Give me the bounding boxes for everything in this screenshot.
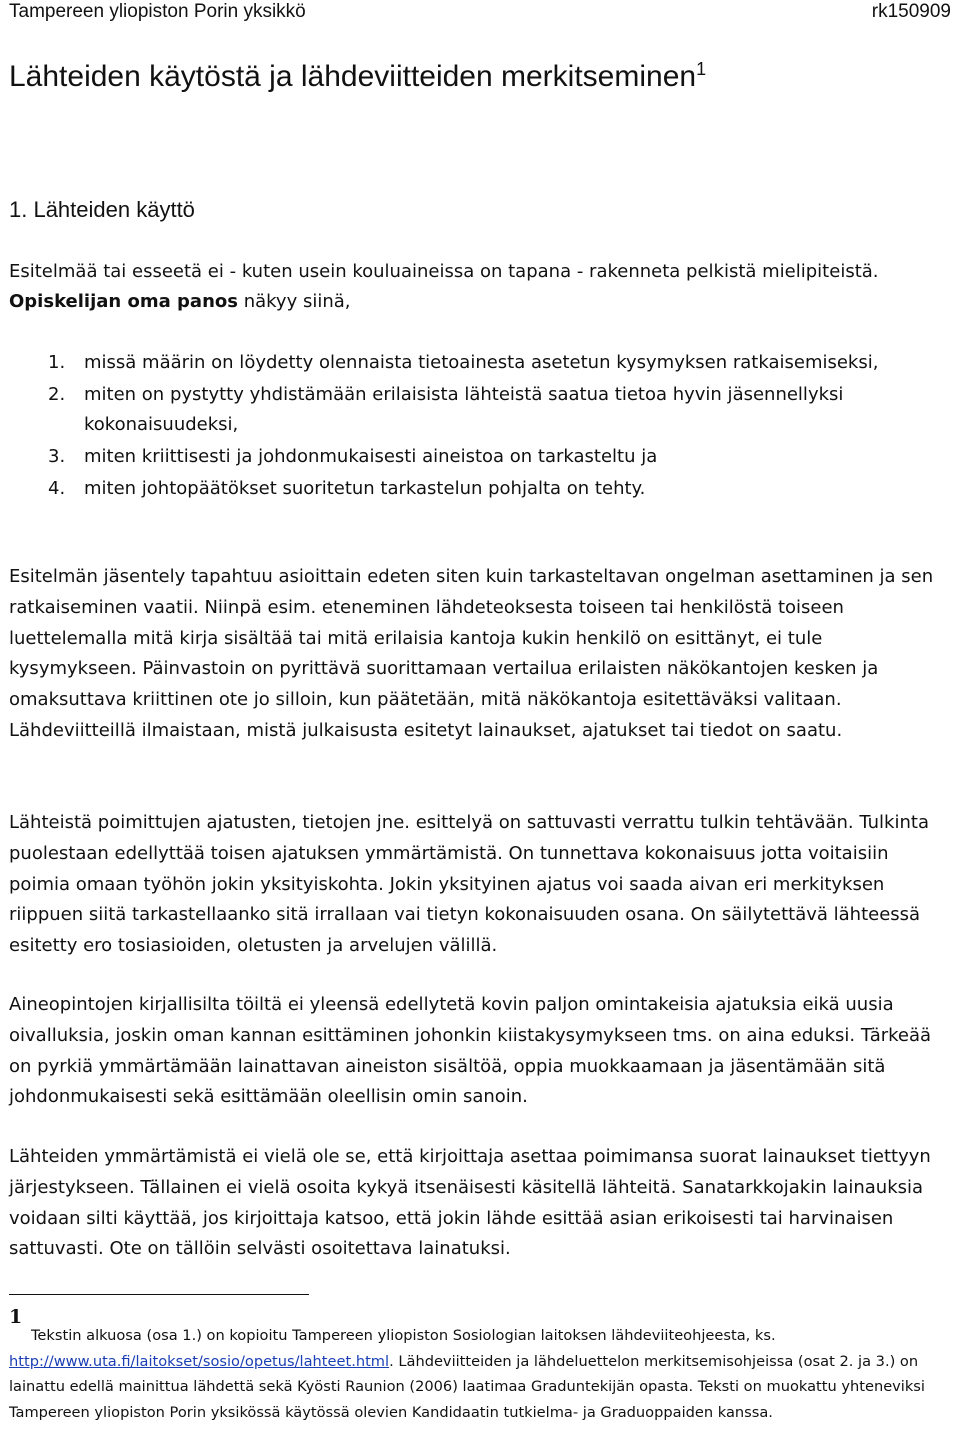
page-header (9, 0, 951, 24)
list-item (0, 442, 950, 472)
list-item-number: 3. (48, 446, 66, 467)
footnote-text-before-link: Tekstin alkuosa (osa 1.) on kopioitu Tampereen yliopiston Sosiologian laitoksen lähdeviiteohjeesta, ks. (31, 1327, 776, 1344)
footnote-separator (9, 1294, 309, 1295)
footnote-text (9, 1323, 953, 1425)
list-item (0, 474, 950, 504)
footnote-source-link[interactable]: http://www.uta.fi/laitokset/sosio/opetus/lahteet.html (9, 1352, 390, 1370)
body-paragraph: Lähteiden ymmärtämistä ei vielä ole se, että kirjoittaja asettaa poimimansa suorat lainaukset tiettyyn järjestykseen. Tällainen ei vielä osoita kykyä itsenäisesti käsitellä lähteitä. Sanatarkkojakin lainauksia voidaan silti käyttää, jos kirjoittaja katsoo, että jokin lähde esittää asian erikoisesti tai harvinaisen sattuvasti. Ote on tällöin selvästi osoitettava lainatuksi. (9, 1146, 931, 1260)
criteria-list (0, 348, 950, 504)
header-doc-code: rk150909 (871, 1, 951, 22)
list-item-number: 4. (48, 478, 66, 499)
intro-text-2: näkyy siinä, (237, 291, 351, 312)
header-institution: Tampereen yliopiston Porin yksikkö (9, 1, 306, 22)
body-paragraph: Aineopintojen kirjallisilta töiltä ei yleensä edellytetä kovin paljon omintakeisia ajatuksia eikä uusia oivalluksia, joskin oman kannan esittäminen johonkin kiistakysymykseen tms. on aina eduksi. Tärkeää on pyrkiä ymmärtämään lainattavan aineiston sisältöä, oppia muokkaamaan ja jäsentämään sitä johdonmukaisesti sekä esittämään oleellisin omin sanoin. (9, 994, 932, 1108)
intro-paragraph (9, 257, 949, 317)
document-title-text: Lähteiden käytöstä ja lähdeviitteiden merkitseminen (9, 60, 697, 93)
intro-text-1: Esitelmää tai esseetä ei - kuten usein kouluaineissa on tapana - rakenneta pelkistä mielipiteistä. (9, 261, 879, 282)
list-item (0, 348, 950, 378)
list-item-text: missä määrin on löydetty olennaista tietoainesta asetetun kysymyksen ratkaisemiseksi, (84, 352, 879, 373)
list-item-number: 1. (48, 352, 66, 373)
list-item-text: miten kriittisesti ja johdonmukaisesti aineistoa on tarkasteltu ja (84, 446, 658, 467)
list-item-number: 2. (48, 384, 66, 405)
document-title (9, 52, 706, 102)
list-item-text: miten johtopäätökset suoritetun tarkastelun pohjalta on tehty. (84, 478, 646, 499)
intro-emphasis: Opiskelijan oma panos (9, 291, 238, 312)
list-item (0, 380, 950, 440)
title-footnote-ref: 1 (696, 59, 707, 79)
body-paragraph: Lähteistä poimittujen ajatusten, tietojen jne. esittelyä on sattuvasti verrattu tulkin tehtävään. Tulkinta puolestaan edellyttää toisen ajatuksen ymmärtämistä. On tunnettava kokonaisuus jotta voitaisiin poimia omaan työhön jokin yksityiskohta. Jokin yksityinen ajatus voi saada aivan eri merkityksen riippuen siitä tarkastellaanko sitä irrallaan vai tietyn kokonaisuuden osana. On säilytettävä lähteessä esitetty ero tosiasioiden, oletusten ja arvelujen välillä. (9, 812, 929, 957)
footnote-marker: 1 (9, 1306, 23, 1328)
footnote-text-after-link: . Lähdeviitteiden ja lähdeluettelon merkitsemisohjeissa (osat 2. ja 3.) on lainattu edellä mainittua lähdettä sekä Kyösti Raunion (2006) laatimaa Graduntekijän opasta. Teksti on muokattu yhteneviksi Tampereen yliopiston Porin yksikössä käytössä olevien Kandidaatin tutkielma- ja Graduoppaiden kanssa. (9, 1352, 925, 1421)
section-heading: 1. Lähteiden käyttö (9, 197, 195, 222)
list-item-text: miten on pystytty yhdistämään erilaisista lähteistä saatua tietoa hyvin jäsennellyksi kokonaisuudeksi, (84, 384, 844, 435)
body-paragraph: Esitelmän jäsentely tapahtuu asioittain edeten siten kuin tarkasteltavan ongelman asettaminen ja sen ratkaiseminen vaatii. Niinpä esim. eteneminen lähdeteoksesta toiseen tai henkilöstä toiseen luettelemalla mitä kirja sisältää tai mitä erilaisia kantoja kukin henkilö on esittänyt, ei tule kysymykseen. Päinvastoin on pyrittävä suorittamaan vertailua erilaisten näkökantojen kesken ja omaksuttava kriittinen ote jo silloin, kun päätetään, mitä näkökantoja esitettäväksi valitaan. Lähdeviitteillä ilmaistaan, mistä julkaisusta esitetyt lainaukset, ajatukset tai tiedot on saatu. (9, 566, 934, 741)
